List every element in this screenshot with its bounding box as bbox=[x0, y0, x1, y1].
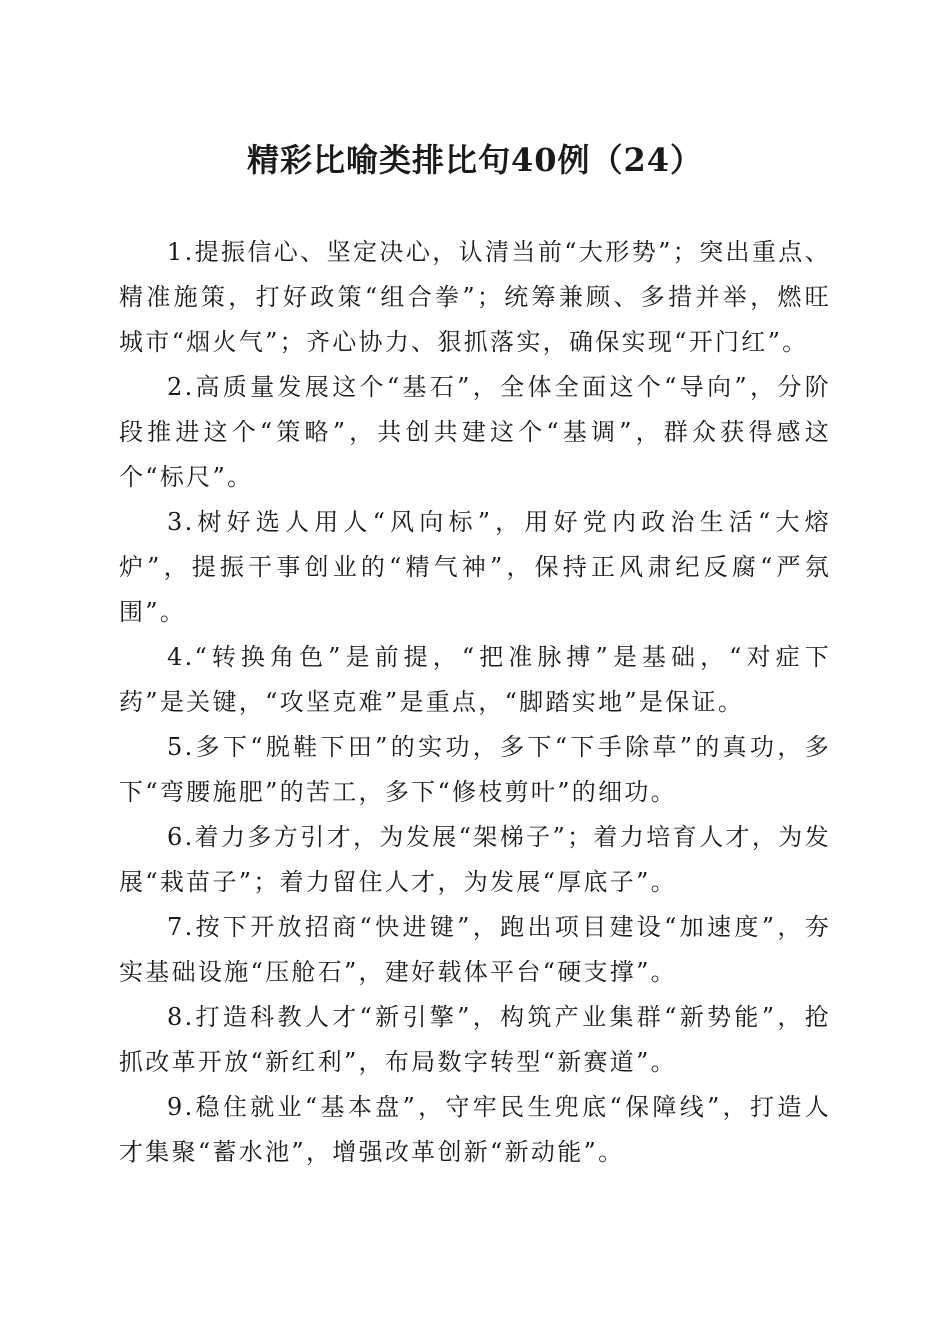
paragraph-3: 3.树好选人用人“风向标”，用好党内政治生活“大熔炉”，提振干事创业的“精气神”，保持正风肃纪反腐“严氛围”。 bbox=[119, 508, 831, 626]
document-title: 精彩比喻类排比句40例（24） bbox=[246, 141, 704, 179]
document-body bbox=[119, 230, 831, 1175]
paragraph-4: 4.“转换角色”是前提，“把准脉搏”是基础，“对症下药”是关键，“攻坚克难”是重点，“脚踏实地”是保证。 bbox=[119, 643, 831, 716]
paragraph-5: 5.多下“脱鞋下田”的实功，多下“下手除草”的真功，多下“弯腰施肥”的苦工，多下“修枝剪叶”的细功。 bbox=[119, 733, 831, 806]
paragraph-1: 1.提振信心、坚定决心，认清当前“大形势”；突出重点、精准施策，打好政策“组合拳”；统筹兼顾、多措并举，燃旺城市“烟火气”；齐心协力、狠抓落实，确保实现“开门红”。 bbox=[119, 238, 831, 356]
paragraph-6: 6.着力多方引才，为发展“架梯子”；着力培育人才，为发展“栽苗子”；着力留住人才，为发展“厚底子”。 bbox=[119, 823, 831, 896]
paragraph-7: 7.按下开放招商“快进键”，跑出项目建设“加速度”，夯实基础设施“压舱石”，建好载体平台“硬支撑”。 bbox=[119, 913, 831, 986]
paragraph-8: 8.打造科教人才“新引擎”，构筑产业集群“新势能”，抢抓改革开放“新红利”，布局数字转型“新赛道”。 bbox=[119, 1003, 831, 1076]
paragraph-9: 9.稳住就业“基本盘”，守牢民生兜底“保障线”，打造人才集聚“蓄水池”，增强改革创新“新动能”。 bbox=[119, 1093, 831, 1166]
paragraph-2: 2.高质量发展这个“基石”，全体全面这个“导向”，分阶段推进这个“策略”，共创共建这个“基调”，群众获得感这个“标尺”。 bbox=[119, 373, 831, 491]
